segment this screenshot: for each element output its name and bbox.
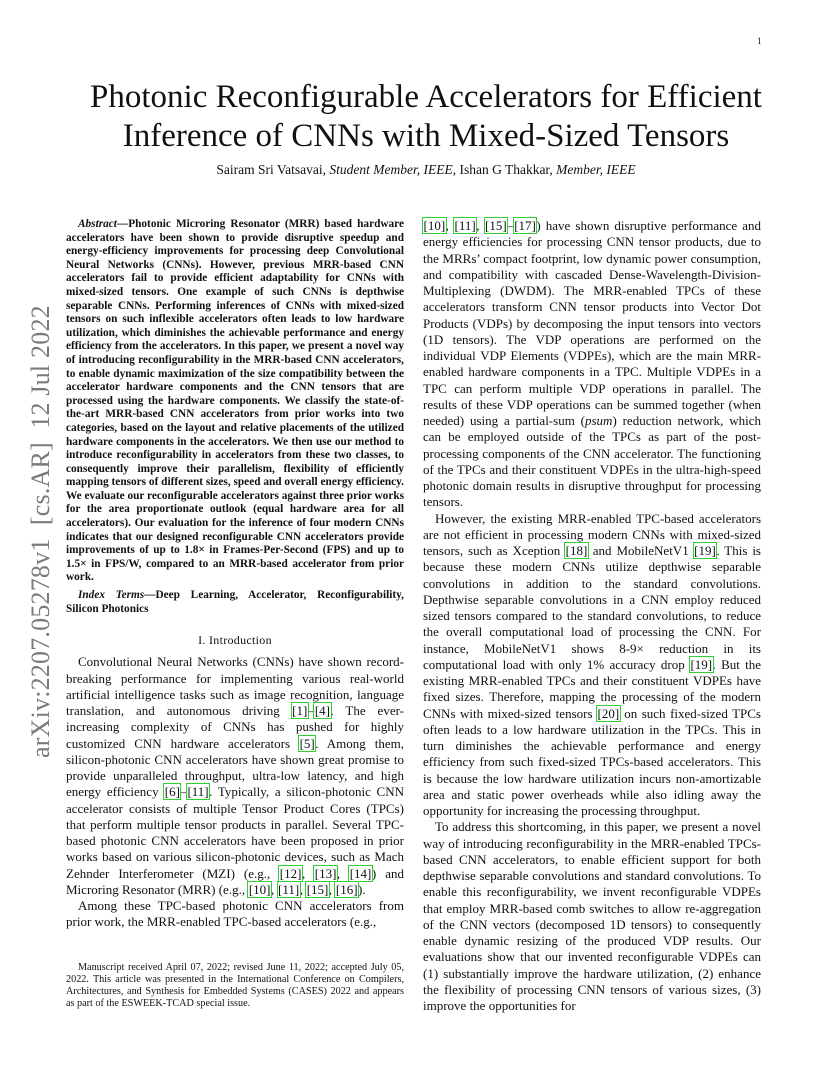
citation-link[interactable]: [16] <box>335 881 358 897</box>
citation-link[interactable]: [19] <box>690 656 713 672</box>
author-1-role: Student Member, IEEE, <box>329 162 457 177</box>
citation-link[interactable]: [1] <box>292 703 308 719</box>
citation-link[interactable]: [13] <box>314 865 337 881</box>
author-line <box>64 162 788 178</box>
author-2-role: Member, IEEE <box>556 162 636 177</box>
intro-paragraph-1: Convolutional Neural Networks (CNNs) have shown record-breaking performance for implementing various real-world artificial intelligence tasks such as image recognition, language translation, and autonomous driving [1]–[4]. The ever-increasing complexity of CNNs has pushed for highly customized CNN hardware accelerators [5]. Among them, silicon-photonic CNN accelerators have shown great promise to provide unparalleled throughput, ultra-low latency, and high energy efficiency [6]–[11]. Typically, a silicon-photonic CNN accelerator consists of multiple Tensor Product Cores (TPCs) that perform multiple tensor products in parallel. Several TPC-based photonic CNN accelerators have been proposed in prior works based on various silicon-photonic devices, such as Mach Zehnder Interferometer (MZI) (e.g., [12], [13], [14]) and Microring Resonator (MRR) (e.g., [10], [11], [15], [16]). <box>66 654 405 897</box>
intro-paragraph-2: Among these TPC-based photonic CNN accelerators from prior work, the MRR-enabled TPC-based accelerators (e.g., <box>66 898 404 930</box>
right-paragraph-1: [10], [11], [15]–[17]) have shown disruptive performance and energy efficiencies for processing CNN tensor products, due to the MRRs’ compact footprint, low dynamic power consumption, and compatibility with cascaded Dense-Wavelength-Division-Multiplexing (DWDM). The MRR-enabled TPCs of these accelerators transform CNN tensor products into Vector Dot Products (VDPs) by decomposing the input tensors into vectors (1D tensors). The VDP operations are performed on the individual VDP Elements (VDPEs), which are the main MRR-enabled hardware components in a TPC. Multiple VDPEs in a TPC can perform multiple VDP operations in parallel. The results of these VDP operations can be summed together (when needed) using a partial-sum (psum) reduction network, which can be employed outside of the TPCs as part of the post-processing components of the CNN accelerator. The functioning of the TPCs and their constituent VDPEs in the ultra-high-speed photonic domain results in disruptive throughput for processing tensors. <box>423 218 761 510</box>
title-line-1: Photonic Reconfigurable Accelerators for Efficient <box>90 79 762 115</box>
citation-link[interactable]: [17] <box>514 218 536 233</box>
arxiv-stamp: arXiv:2207.05278v1 [cs.AR] 12 Jul 2022 <box>26 305 55 758</box>
right-column <box>423 218 761 1014</box>
citation-link[interactable]: [15] <box>485 218 507 233</box>
citation-link[interactable]: [11] <box>278 881 300 897</box>
author-2: Ishan G Thakkar, <box>459 162 553 177</box>
citation-link[interactable]: [11] <box>187 784 209 800</box>
right-paragraph-3: To address this shortcoming, in this paper, we present a novel way of introducing reconfigurability in the MRR-enabled TPCs-based CNN accelerators, to enable efficient support for both depthwise separable convolutions and standard convolutions. To enable this reconfigurability, we invent reconfigurable VDPEs that employ MRR-based comb switches to allow re-aggregation of the CNN vectors (decomposed 1D tensors) to consequently enable dynamic resizing of the produced VDP results. Our evaluations show that our invented reconfigurable VDPEs can (1) substantially improve the hardware utilization, (2) enhance the flexibility of processing CNN tensors of various sizes, (3) improve the opportunities for <box>423 819 761 1013</box>
citation-link[interactable]: [11] <box>454 218 476 233</box>
index-terms-text: —Deep Learning, Accelerator, Reconfigurability, Silicon Photonics <box>66 589 404 615</box>
citation-link[interactable]: [10] <box>423 218 446 233</box>
abstract-label: Abstract <box>78 218 117 230</box>
citation-link[interactable]: [10] <box>248 881 271 897</box>
citation-link[interactable]: [4] <box>314 703 330 719</box>
page-number: 1 <box>757 36 762 46</box>
citation-link[interactable]: [19] <box>694 543 716 558</box>
citation-link[interactable]: [6] <box>164 784 180 800</box>
citation-link[interactable]: [20] <box>597 705 620 721</box>
footnote: Manuscript received April 07, 2022; revised June 11, 2022; accepted July 05, 2022. This article was presented in the International Conference on Compilers, Architectures, and Synthesis for Embedded Systems (CASES) 2022 and appears as part of the ESWEEK-TCAD special issue. <box>66 962 404 1009</box>
title-line-2: Inference of CNNs with Mixed-Sized Tensors <box>122 118 730 154</box>
author-1: Sairam Sri Vatsavai, <box>216 162 326 177</box>
abstract-text: —Photonic Microring Resonator (MRR) based hardware accelerators have been shown to provide disruptive speedup and energy-efficiency improvements for processing deep Convolutional Neural Networks (CNNs). However, previous MRR-based CNN accelerators fail to provide efficient adaptability for CNNs with mixed-sized tensors. One example of such CNNs is depthwise separable CNNs. Performing inferences of CNNs with mixed-sized tensors on such inflexible accelerators often leads to low hardware utilization, which diminishes the achievable performance and energy efficiency from the accelerators. In this paper, we present a novel way of introducing reconfigurability in the MRR-based CNN accelerators, to enable dynamic maximization of the size compatibility between the accelerator hardware components and the CNN tensors that are processed using the hardware components. We classify the state-of-the-art MRR-based CNN accelerators from prior works into two categories, based on the layout and relative placements of the utilized hardware components in the accelerators. We then use our method to introduce reconfigurability in accelerators from these two classes, to consequently improve their parallelism, flexibility of efficiently mapping tensors of different sizes, speed and overall energy efficiency. We evaluate our reconfigurable accelerators against three prior works for the area proportionate outlook (equal hardware area for all accelerators). Our evaluation for the inference of four modern CNNs indicates that our designed reconfigurable CNN accelerators provide improvements of up to 1.8× in Frames-Per-Second (FPS) and up to 1.5× in FPS/W, compared to an MRR-based accelerator from prior work. <box>66 218 405 584</box>
paper-title <box>64 78 788 156</box>
citation-link[interactable]: [12] <box>279 865 302 881</box>
left-column <box>66 218 404 931</box>
citation-link[interactable]: [14] <box>349 865 372 881</box>
citation-link[interactable]: [5] <box>299 735 315 751</box>
citation-link[interactable]: [18] <box>565 543 588 558</box>
abstract <box>66 218 404 585</box>
citation-link[interactable]: [15] <box>306 881 329 897</box>
psum-term: psum <box>584 413 613 428</box>
right-paragraph-2: However, the existing MRR-enabled TPC-based accelerators are not efficient in processing modern CNNs with mixed-sized tensors, such as Xception [18] and MobileNetV1 [19]. This is because these modern CNNs utilize depthwise separable convolutions in addition to the standard convolutions. Depthwise separable convolutions in a CNN employ reduced sized tensors compared to the standard convolutions, to reduce the overall computational load of processing the CNN. For instance, MobileNetV1 shows 8-9× reduction in its computational load with only 1% accuracy drop [19]. But the existing MRR-enabled TPCs and their constituent VDPEs have fixed sizes. Therefore, mapping the processing of the modern CNNs with mixed-sized tensors [20] on such fixed-sized TPCs often leads to a low hardware utilization in the TPCs. This in turn diminishes the achievable performance and energy efficiency from such fixed-sized TPCs-based accelerators. This is because the low hardware utilization incurs non-amortizable area and static power overheads while also idling away the opportunity for increasing the processing throughput. <box>423 510 762 818</box>
index-terms <box>66 589 404 616</box>
index-terms-label: Index Terms <box>78 589 145 602</box>
section-heading-introduction: I. Introduction <box>198 633 272 648</box>
